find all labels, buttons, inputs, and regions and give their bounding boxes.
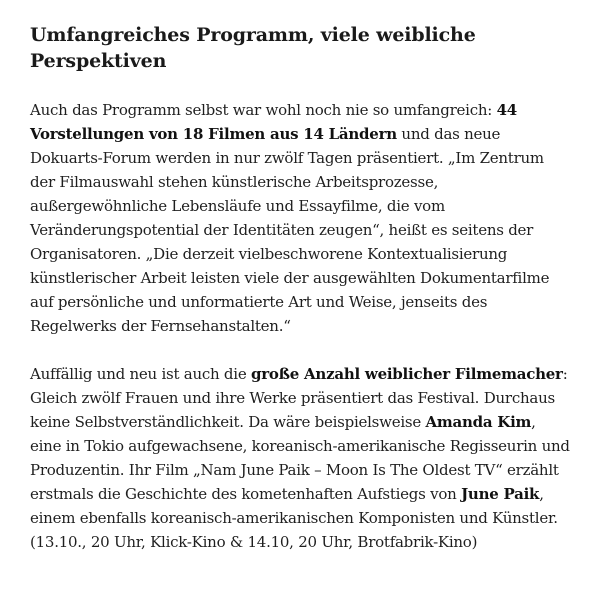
section-heading: Umfangreiches Programm, viele weibliche Perspektiven — [30, 24, 476, 72]
highlight-female-filmmakers: große Anzahl weiblicher Filmemacher — [250, 365, 563, 383]
paragraph-text: und das neue Dokuarts-Forum werden in nur zwölf Tagen präsentiert. „Im Zentrum der Filmauswahl stehen künstlerische Arbeitsprozesse, außergewöhnliche Lebensläufe und Essayfilme, die vom Veränderungspotential der Identitäten zeugen“, heißt es seitens der Organisatoren. „Die derzeit vielbeschworene Kontextualisierung künstlerischer Arbeit leisten viele der ausgewählten Dokumentarfilme auf persönliche und unformatierte Art und Weise, jenseits des Regelwerks der Fernsehanstalten.“ — [30, 125, 550, 335]
paragraph-text: , einem ebenfalls koreanisch-amerikanischen Komponisten und Künstler. (13.10., 20 Uhr, Klick-Kino & 14.10, 20 Uhr, Brotfabrik-Kino) — [30, 485, 558, 551]
article-section — [30, 22, 570, 554]
highlight-screenings-count: 44 Vorstellungen von 18 Filmen aus 14 Ländern — [30, 101, 517, 143]
paragraph-text: Auffällig und neu ist auch die — [30, 365, 251, 383]
paragraph-text: Auch das Programm selbst war wohl noch nie so umfangreich: — [30, 101, 497, 119]
paragraph-text: : Gleich zwölf Frauen und ihre Werke präsentiert das Festival. Durchaus keine Selbstverständlichkeit. Da wäre beispielsweise — [30, 365, 568, 431]
highlight-director-name: Amanda Kim — [425, 413, 532, 431]
paragraph-text: , eine in Tokio aufgewachsene, koreanisch-amerikanische Regisseurin und Produzentin. Ihr Film „Nam June Paik – Moon Is The Oldest TV“ erzählt erstmals die Geschichte des kometenhaften Aufstiegs von — [30, 413, 570, 503]
paragraph-female-filmmakers — [30, 362, 570, 554]
paragraph-program — [30, 98, 570, 338]
highlight-artist-name: June Paik — [461, 485, 540, 503]
